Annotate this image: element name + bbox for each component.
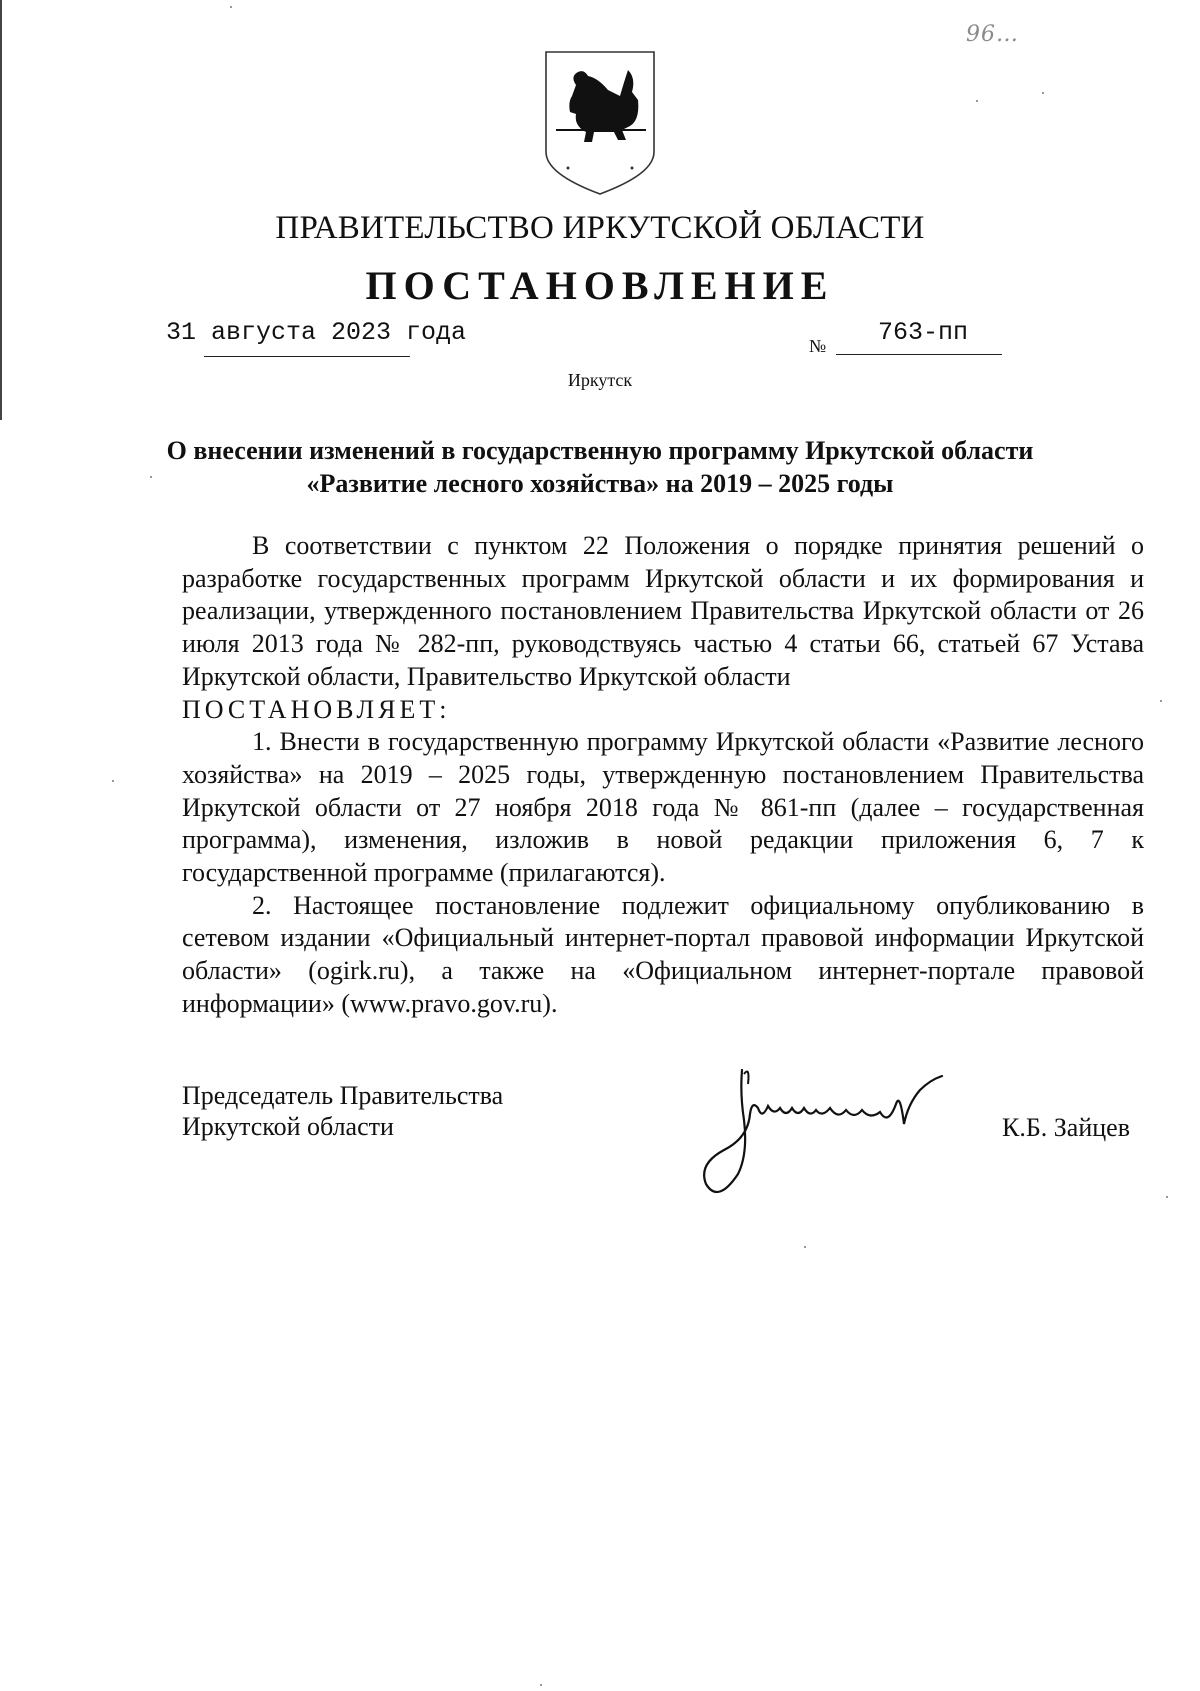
decree-title-line-2: «Развитие лесного хозяйства» на 2019 – 2025 годы <box>306 469 894 498</box>
decree-number: 763-пп <box>878 318 969 347</box>
item-2: 2. Настоящее постановление подлежит официальному опубликованию в сетевом издании «Официальный интернет-портал правовой информации Иркутской области» (ogirk.ru), а также на «Официальном интернет-портале правовой информации» (www.pravo.gov.ru). <box>182 890 1144 1018</box>
signatory-position-line-2: Иркутской области <box>182 1112 394 1141</box>
decree-title <box>150 434 1050 500</box>
date-underline <box>204 356 410 357</box>
signatory-name: К.Б. Зайцев <box>1002 1113 1130 1142</box>
government-name: ПРАВИТЕЛЬСТВО ИРКУТСКОЙ ОБЛАСТИ <box>275 210 925 246</box>
decree-verb: ПОСТАНОВЛЯЕТ: <box>182 694 451 724</box>
scan-speck <box>1160 700 1162 702</box>
signatory-position <box>182 1080 503 1142</box>
city: Иркутск <box>567 370 633 390</box>
decree-date: 31 августа 2023 года <box>166 318 467 347</box>
handwritten-signature <box>698 1064 988 1214</box>
item-1: 1. Внести в государственную программу Иркутской области «Развитие лесного хозяйства» на 2019 – 2025 годы, утвержденную постановлением Правительства Иркутской области от 27 ноября 2018 года № 861-пп (далее – государственная программа), изменения, изложив в новой редакции приложения 6, 7 к государственной программе (прилагаются). <box>182 727 1144 888</box>
number-underline <box>836 354 1002 355</box>
scan-speck <box>112 780 114 782</box>
scan-speck <box>540 1684 542 1686</box>
scan-speck <box>150 476 152 478</box>
intro-paragraph: В соответствии с пунктом 22 Положения о порядке принятия решений о разработке государственных программ Иркутской области и их формирования и реализации, утвержденного постановлением Правительства Иркутской области от 26 июля 2013 года № 282-пп, руководствуясь частью 4 статьи 66, статьей 67 Устава Иркутской области, Правительство Иркутской области <box>182 531 1144 691</box>
signatory-position-line-1: Председатель Правительства <box>182 1081 504 1110</box>
scan-speck <box>976 100 978 102</box>
handwritten-note: 96… <box>966 22 1019 47</box>
scan-speck <box>1042 92 1044 94</box>
decree-body <box>182 530 1144 1021</box>
scan-speck <box>230 6 232 8</box>
document-type: ПОСТАНОВЛЕНИЕ <box>365 263 835 308</box>
number-sign: № <box>809 336 827 356</box>
scan-speck <box>1166 1196 1168 1198</box>
irkutsk-coat-of-arms-icon <box>540 48 660 198</box>
decree-title-line-1: О внесении изменений в государственную программу Иркутской области <box>166 436 1034 465</box>
scan-speck <box>804 1246 806 1248</box>
